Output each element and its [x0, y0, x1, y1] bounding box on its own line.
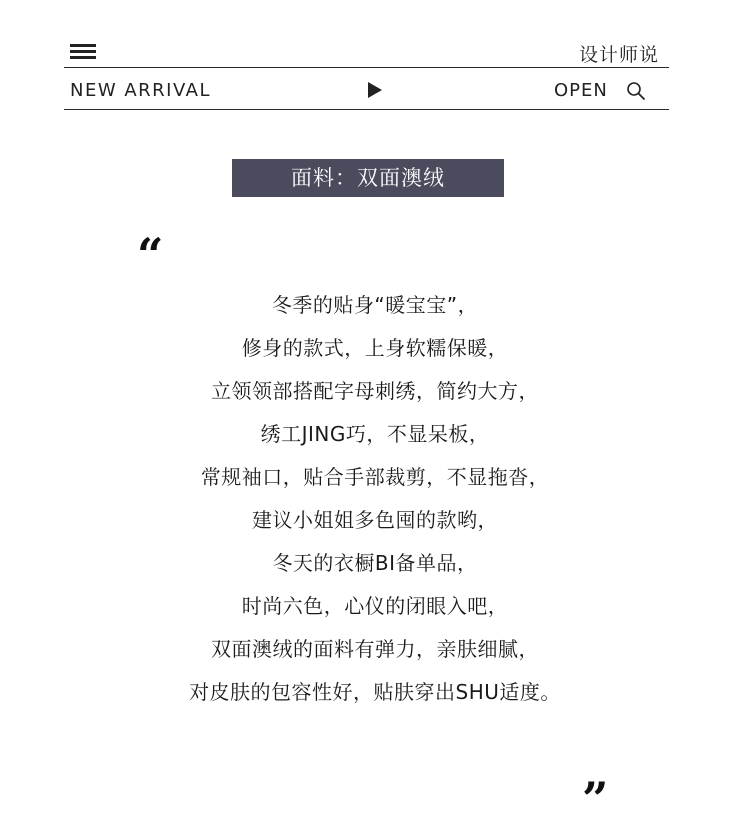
nav-bar: [64, 68, 669, 110]
search-icon[interactable]: [626, 81, 646, 101]
description-line: 修身的款式，上身软糯保暖，: [241, 336, 509, 360]
designer-description: [75, 284, 675, 714]
description-line: 绣工JING巧，不显呆板，: [260, 422, 490, 446]
hamburger-line: [70, 50, 96, 53]
description-line: 立领领部搭配字母刺绣，简约大方，: [211, 379, 539, 403]
description-line: 常规袖口，贴合手部裁剪，不显拖沓，: [200, 465, 550, 489]
close-quote-mark: ”: [582, 772, 609, 826]
designer-title: 设计师说: [578, 44, 659, 66]
open-link[interactable]: OPEN: [554, 80, 608, 101]
hamburger-line: [70, 44, 96, 47]
description-line: 冬天的衣橱BI备单品，: [272, 551, 478, 575]
new-arrival-link[interactable]: NEW ARRIVAL: [70, 80, 211, 101]
fabric-label-banner: 面料：双面澳绒: [232, 159, 504, 197]
description-line: 冬季的贴身“暖宝宝”，: [271, 293, 479, 317]
description-line: 双面澳绒的面料有弹力，亲肤细腻，: [211, 637, 539, 661]
play-icon[interactable]: [368, 82, 382, 98]
top-header: [64, 38, 669, 68]
description-line: 建议小姐姐多色囤的款哟，: [252, 508, 498, 532]
description-line: 时尚六色，心仪的闭眼入吧，: [241, 594, 509, 618]
hamburger-line: [70, 56, 96, 59]
hamburger-menu-icon[interactable]: [70, 44, 96, 60]
description-line: 对皮肤的包容性好，贴肤穿出SHU适度。: [189, 680, 561, 704]
open-quote-mark: “: [137, 228, 164, 282]
